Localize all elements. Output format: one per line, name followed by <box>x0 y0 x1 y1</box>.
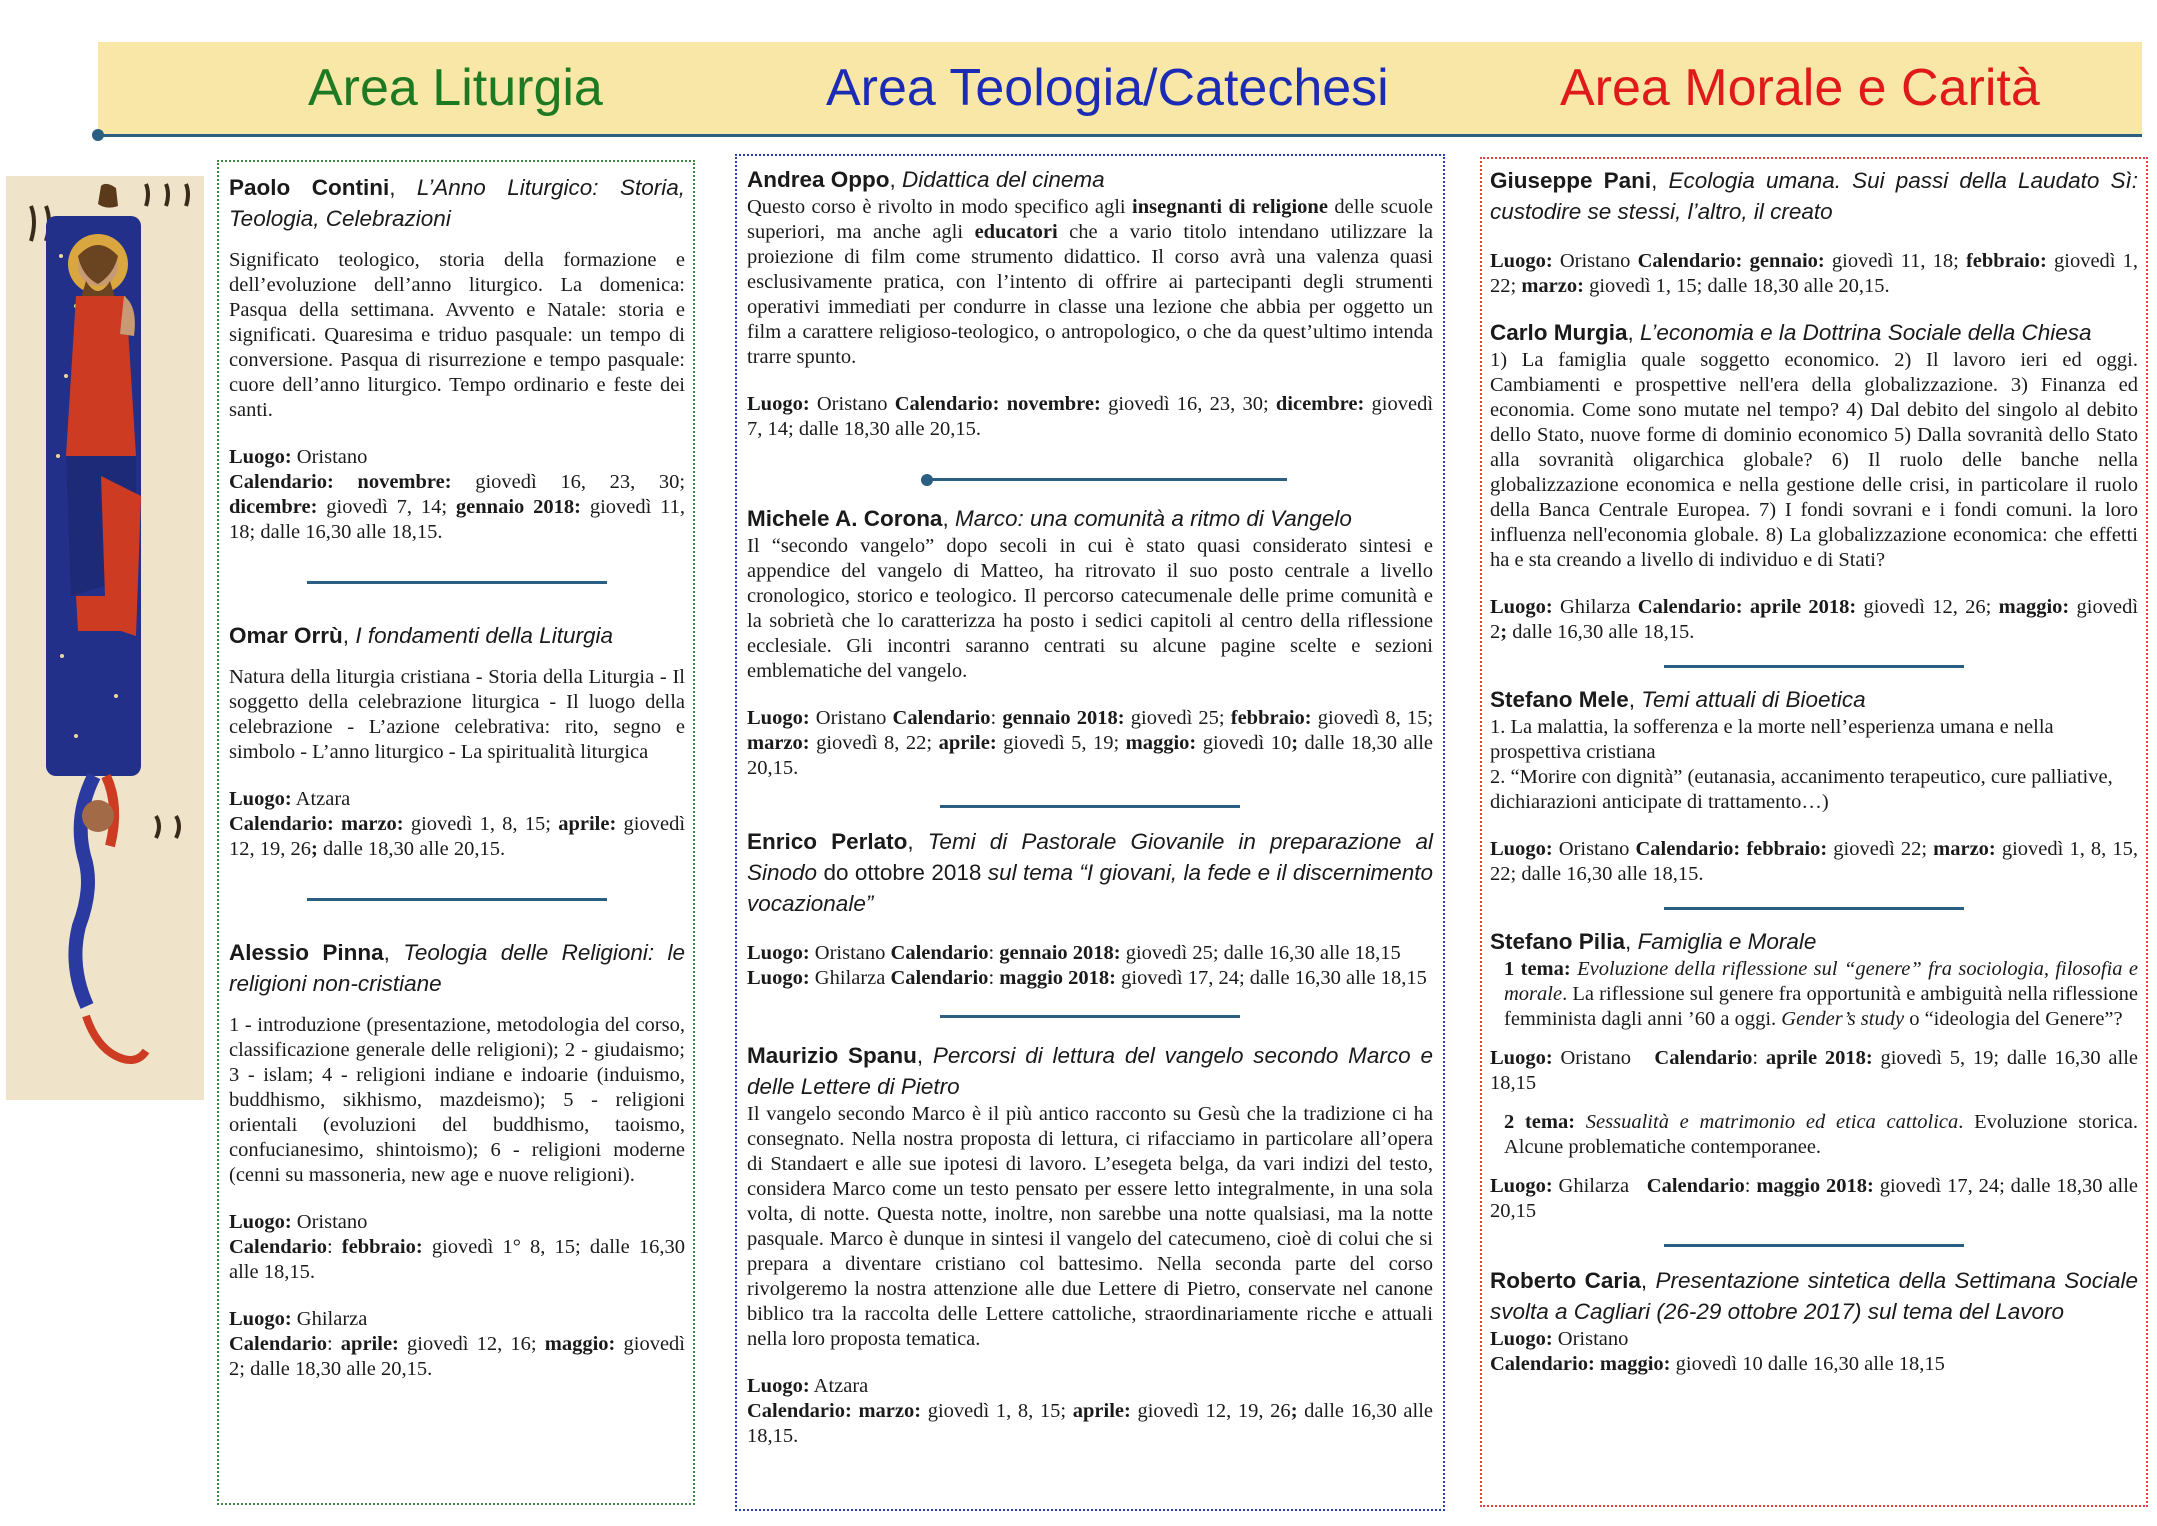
luogo-label: Luogo: <box>747 1375 810 1397</box>
course-mele: Stefano Mele, Temi attuali di Bioetica 1. La malattia, la sofferenza e la morte nell’esperienza umana e nella prospettiva cristiana 2. “Morire con dignità” (eutanasia, accanimento terapeutico, cure palliative, dichiarazioni anticipate di trattamento…) Luogo: Oristano Calendario: febbraio: giovedì 22; marzo: giovedì 1, 8, 15, 22; dalle 16,30 alle 18,15. <box>1490 687 2139 885</box>
teacher-name: Carlo Murgia <box>1490 320 1628 345</box>
course-title: L’Anno Liturgico: Storia, Teologia, Celebrazioni <box>229 175 685 231</box>
calendar-text: Calendario: maggio: giovedì 10 dalle 16,30 alle 18,15 <box>1490 1353 1945 1375</box>
teacher-name: Paolo Contini <box>229 175 390 200</box>
calendar-text: Calendario: aprile: giovedì 12, 16; maggio: giovedì 2; dalle 18,30 alle 20,15. <box>229 1333 685 1380</box>
column-liturgia <box>217 160 695 1505</box>
course-pinna: Alessio Pinna, Teologia delle Religioni: le religioni non-cristiane 1 - introduzione (presentazione, metodologia del corso, classificazione generale delle religioni); 2 - giudaismo; 3 - islam; 4 - religioni indiane e indoarie (induismo, buddhismo, sikhismo, mazdeismo); 5 - religioni orientali (evoluzioni del buddhismo, taoismo, confucianesimo, shintoismo); 6 - religioni moderne (cenni su massoneria, new age e nuove religioni). Luogo: Oristano Calendario: febbraio: giovedì 1° 8, 15; dalle 16,30 alle 18,15. Luogo: Ghilarza Calendario: aprile: giovedì 12, 16; maggio: giovedì 2; dalle 18,30 alle 20,15. <box>229 940 685 1380</box>
luogo-value: Atzara <box>295 788 351 810</box>
course-spanu: Maurizio Spanu, Percorsi di lettura del vangelo secondo Marco e delle Lettere di Pietro Il vangelo secondo Marco è il più antico racconto su Gesù che la tradizione ci ha consegnato. Nella nostra proposta di lettura, ci rifacciamo in particolare all’opera di Standaert e alle sue ipotesi di lavoro. L’esegeta belga, da vari indizi del testo, considera Marco come un testo pensato per essere letto integralmente, in una sola volta, di notte. Questa notte, inoltre, non sarebbe una notte qualsiasi, ma la notte pasquale. Marco è dunque in sintesi il vangelo del catecumeno, cioè di colui che si prepara a diventare cristiano col battesimo. Nella seconda parte del corso rivolgeremo la nostra attenzione alle due Lettere di Pietro, conservate nel canone biblico tra la raccolta delle Lettere cattoliche, straordinariamente ricche e attuali nella loro proposta tematica. Luogo: Atzara Calendario: marzo: giovedì 1, 8, 15; aprile: giovedì 12, 19, 26; dalle 16,30 alle 18,15. <box>747 1043 1434 1447</box>
course-oppo: Andrea Oppo, Didattica del cinema Questo corso è rivolto in modo specifico agli insegnanti di religione delle scuole superiori, ma anche agli educatori che a vario titolo intendano utilizzare la proiezione di film come strumento didattico. Il corso avrà una valenza quasi esclusivamente pratica, con l’intento di offrire ai partecipanti degli strumenti operativi immediati per condurre in classe una lezione che abbia per oggetto un film a carattere religioso-teologico, o antropologico, o che da quest’ultimo intenda trarre spunto. Luogo: Oristano Calendario: novembre: giovedì 16, 23, 30; dicembre: giovedì 7, 14; dalle 18,30 alle 20,15. <box>747 167 1434 440</box>
course-description: Il “secondo vangelo” dopo secoli in cui è stato quasi considerato sintesi e appendice del vangelo di Matteo, ha ritrovato il suo posto centrale a livello cronologico, storico e teologico. Il percorso catecumenale delle prime comunità e la sobrietà che lo caratterizza ha posto i sedici capitoli al centro della riflessione ecclesiale. Gli incontri saranno centrati su alcune pagine scelte e sezioni emblematiche del vangelo. <box>747 535 1433 682</box>
column-morale <box>1480 157 2148 1507</box>
course-murgia: Carlo Murgia, L’economia e la Dottrina Sociale della Chiesa 1) La famiglia quale soggetto economico. 2) Il lavoro ieri ed oggi. Cambiamenti e prospettive nell'era della globalizzazione. 3) Finanza ed economia. Come sono mutate nel tempo? 4) Dal debito del singolo al debito dello Stato, nuove forme di dominio economico 5) Dalla sovranità dello Stato alla sovranità oligarchica globale? 6) Il ruolo delle banche nella globalizzazione economica e nella gestione delle crisi, in particolare il ruolo della Banca Centrale Europea. 7) I fondi sovrani e i fondi comuni. la loro influenza nell'economia globale. 8) La globalizzazione economica: che effetti ha e sta creando a livello di individuo e di Stati? Luogo: Ghilarza Calendario: aprile 2018: giovedì 12, 26; maggio: giovedì 2; dalle 16,30 alle 18,15. <box>1490 320 2139 643</box>
course-title: Teologia delle Religioni: le religioni non-cristiane <box>229 940 685 996</box>
course-description: 2. “Morire con dignità” (eutanasia, accanimento terapeutico, cure palliative, dichiarazioni anticipate di trattamento…) <box>1490 766 2113 813</box>
course-description: Natura della liturgia cristiana - Storia della Liturgia - Il soggetto della celebrazione liturgica - Il luogo della celebrazione - L’azione celebrativa: rito, segno e simbolo - L’anno liturgico - La spiritualità liturgica <box>229 666 685 763</box>
course-title: Presentazione sintetica della Settimana Sociale svolta a Cagliari (26-29 ottobre 2017) sul tema del Lavoro <box>1490 1268 2138 1324</box>
course-title: Ecologia umana. Sui passi della Laudato Sì: custodire se stessi, l’altro, il creato <box>1490 168 2138 224</box>
course-description: 1. La malattia, la sofferenza e la morte nell’esperienza umana e nella prospettiva cristiana <box>1490 716 2054 763</box>
teacher-name: Maurizio Spanu <box>747 1043 917 1068</box>
course-pani: Giuseppe Pani, Ecologia umana. Sui passi della Laudato Sì: custodire se stessi, l’altro, il creato Luogo: Oristano Calendario: gennaio: giovedì 11, 18; febbraio: giovedì 1, 22; marzo: giovedì 1, 15; dalle 18,30 alle 20,15. <box>1490 168 2139 297</box>
area-title-morale: Area Morale e Carità <box>1560 59 2040 117</box>
calendar-text: Luogo: Oristano Calendario: gennaio: giovedì 11, 18; febbraio: giovedì 1, 22; marzo: giovedì 1, 15; dalle 18,30 alle 20,15. <box>1490 250 2139 297</box>
course-corona: Michele A. Corona, Marco: una comunità a ritmo di Vangelo Il “secondo vangelo” dopo secoli in cui è stato quasi considerato sintesi e appendice del vangelo di Matteo, ha ritrovato il suo posto centrale a livello cronologico, storico e teologico. Il percorso catecumenale delle prime comunità e la sobrietà che lo caratterizza ha posto i sedici capitoli al centro della riflessione ecclesiale. Gli incontri saranno centrati su alcune pagine scelte e sezioni emblematiche del vangelo. Luogo: Oristano Calendario: gennaio 2018: giovedì 25; febbraio: giovedì 8, 15; marzo: giovedì 8, 22; aprile: giovedì 5, 19; maggio: giovedì 10; dalle 18,30 alle 20,15. <box>747 506 1434 779</box>
teacher-name: Alessio Pinna <box>229 940 384 965</box>
course-description: 2 tema: Sessualità e matrimonio ed etica cattolica. Evoluzione storica. Alcune problematiche contemporanee. <box>1504 1111 2138 1158</box>
calendar-text: Luogo: Ghilarza Calendario: maggio 2018: giovedì 17, 24; dalle 16,30 alle 18,15 <box>747 967 1427 989</box>
luogo-label: Luogo: <box>229 1308 292 1330</box>
course-title: Famiglia e Morale <box>1637 929 1817 954</box>
luogo-value: Oristano <box>296 1211 368 1233</box>
course-contini: Paolo Contini, L’Anno Liturgico: Storia, Teologia, Celebrazioni Significato teologico, storia della formazione e dell’evoluzione dell’anno liturgico. La domenica: Pasqua della settimana. Avvento e Natale: storia e significati. Quaresima e triduo pasquale: un tempo di conversione. Pasqua di risurrezione e tempo pasquale: cuore dell’anno liturgico. Tempo ordinario e feste dei santi. Luogo: Oristano Calendario: novembre: giovedì 16, 23, 30; dicembre: giovedì 7, 14; gennaio 2018: giovedì 11, 18; dalle 16,30 alle 18,15. <box>229 175 686 543</box>
luogo-value: Ghilarza <box>296 1308 368 1330</box>
course-orru: Omar Orrù, I fondamenti della Liturgia Natura della liturgia cristiana - Storia della Liturgia - Il soggetto della celebrazione liturgica - Il luogo della celebrazione - L’azione celebrativa: rito, segno e simbolo - L’anno liturgico - La spiritualità liturgica Luogo: Atzara Calendario: marzo: giovedì 1, 8, 15; aprile: giovedì 12, 19, 26; dalle 18,30 alle 20,15. <box>229 623 686 860</box>
luogo-label: Luogo: <box>229 788 292 810</box>
calendar-text: Luogo: Oristano Calendario: febbraio: giovedì 22; marzo: giovedì 1, 8, 15, 22; dalle 16,30 alle 18,15. <box>1490 838 2139 885</box>
calendar-text: Luogo: Ghilarza Calendario: aprile 2018: giovedì 12, 26; maggio: giovedì 2; dalle 16,30 alle 18,15. <box>1490 596 2139 643</box>
calendar-text: Luogo: Oristano Calendario: gennaio 2018: giovedì 25; febbraio: giovedì 8, 15; marzo: giovedì 8, 22; aprile: giovedì 5, 19; maggio: giovedì 10; dalle 18,30 alle 20,15. <box>747 707 1434 779</box>
calendar-text: Luogo: Ghilarza Calendario: maggio 2018: giovedì 17, 24; dalle 18,30 alle 20,15 <box>1490 1175 2138 1222</box>
section-separator <box>927 478 1287 481</box>
course-title: Percorsi di lettura del vangelo secondo Marco e delle Lettere di Pietro <box>747 1043 1433 1099</box>
teacher-name: Enrico Perlato <box>747 829 908 854</box>
course-description: 1) La famiglia quale soggetto economico. 2) Il lavoro ieri ed oggi. Cambiamenti e prospettive nell'era della globalizzazione. 3) Finanza ed economia. Come sono mutate nel tempo? 4) Dal debito del singolo al debito dello Stato, nuove forme di dominio economico 5) Dalla sovranità dello Stato alla sovranità oligarchica globale? 6) Il ruolo delle banche nella globalizzazione economica e nella gestione delle crisi, in particolare il ruolo della Banca Centrale Europea. 7) I fondi sovrani e i fondi comuni. la loro influenza nell'economia globale. 8) La globalizzazione economica: che effetti ha e sta creando a livello di individuo e di Stati? <box>1490 349 2138 571</box>
area-title-liturgia: Area Liturgia <box>308 59 603 117</box>
calendar-text: Luogo: Oristano Calendario: novembre: giovedì 16, 23, 30; dicembre: giovedì 7, 14; dalle 18,30 alle 20,15. <box>747 393 1434 440</box>
course-perlato: Enrico Perlato, Temi di Pastorale Giovanile in preparazione al Sinodo do ottobre 2018 sul tema “I giovani, la fede e il discernimento vocazionale” Luogo: Oristano Calendario: gennaio 2018: giovedì 25; dalle 16,30 alle 18,15 Luogo: Ghilarza Calendario: maggio 2018: giovedì 17, 24; dalle 16,30 alle 18,15 <box>747 829 1433 989</box>
calendar-text: Calendario: marzo: giovedì 1, 8, 15; aprile: giovedì 12, 19, 26; dalle 16,30 alle 18,15. <box>747 1400 1434 1447</box>
course-title: I fondamenti della Liturgia <box>355 623 613 648</box>
teacher-name: Stefano Pilia <box>1490 929 1626 954</box>
calendar-text: Luogo: Oristano Calendario: gennaio 2018: giovedì 25; dalle 16,30 alle 18,15 <box>747 942 1401 964</box>
course-pilia: Stefano Pilia, Famiglia e Morale 1 tema: Evoluzione della riflessione sul “genere” fra sociologia, filosofia e morale. La riflessione sul genere fra opportunità e ambiguità nella riflessione femminista dagli anni ’60 a oggi. Gender’s study o “ideologia del Genere”? Luogo: Oristano Calendario: aprile 2018: giovedì 5, 19; dalle 16,30 alle 18,15 2 tema: Sessualità e matrimonio ed etica cattolica. Evoluzione storica. Alcune problematiche contemporanee. Luogo: Ghilarza Calendario: maggio 2018: giovedì 17, 24; dalle 18,30 alle 20,15 <box>1490 929 2139 1222</box>
header-divider <box>98 134 2142 137</box>
luogo-value: Oristano <box>1557 1328 1629 1350</box>
header-divider-dot <box>92 129 104 141</box>
course-title: Temi attuali di Bioetica <box>1641 687 1866 712</box>
teacher-name: Giuseppe Pani <box>1490 168 1652 193</box>
teacher-name: Roberto Caria <box>1490 1268 1641 1293</box>
area-title-teologia: Area Teologia/Catechesi <box>826 59 1389 117</box>
course-title: Marco: una comunità a ritmo di Vangelo <box>954 506 1352 531</box>
course-description: 1 - introduzione (presentazione, metodologia del corso, classificazione generale delle religioni); 2 - giudaismo; 3 - islam; 4 - religioni indiane e indoarie (induismo, buddhismo, sikhismo, mazdeismo); 5 - religioni orientali (evoluzioni del buddhismo, taoismo, confucianesimo, shintoismo); 6 - religioni moderne (cenni su massoneria, new age e nuove religioni). <box>229 1014 685 1186</box>
teacher-name: Omar Orrù <box>229 623 343 648</box>
luogo-value: Atzara <box>813 1375 869 1397</box>
course-description: 1 tema: Evoluzione della riflessione sul “genere” fra sociologia, filosofia e morale. La riflessione sul genere fra opportunità e ambiguità nella riflessione femminista dagli anni ’60 a oggi. Gender’s study o “ideologia del Genere”? <box>1504 958 2139 1030</box>
luogo-value: Oristano <box>296 446 368 468</box>
course-title: Didattica del cinema <box>902 167 1105 192</box>
teacher-name: Michele A. Corona <box>747 506 943 531</box>
teacher-name: Andrea Oppo <box>747 167 890 192</box>
luogo-label: Luogo: <box>1490 1328 1553 1350</box>
luogo-label: Luogo: <box>229 1211 292 1233</box>
teacher-name: Stefano Mele <box>1490 687 1629 712</box>
course-description: Significato teologico, storia della formazione e dell’evoluzione dell’anno liturgico. La domenica: Pasqua della settimana. Avvento e Natale: storia e significati. Quaresima e triduo pasquale: un tempo di conversione. Pasqua di risurrezione e tempo pasquale: cuore dell’anno liturgico. Tempo ordinario e feste dei santi. <box>229 249 685 421</box>
course-description: Questo corso è rivolto in modo specifico agli insegnanti di religione delle scuole superiori, ma anche agli educatori che a vario titolo intendano utilizzare la proiezione di film come strumento didattico. Il corso avrà una valenza quasi esclusivamente pratica, con l’intento di offrire ai partecipanti degli strumenti operativi immediati per condurre in classe una lezione che abbia per oggetto un film a carattere religioso-teologico, o antropologico, o che da quest’ultimo intenda trarre spunto. <box>747 196 1433 368</box>
column-teologia <box>735 154 1445 1511</box>
calendar-text: Calendario: novembre: giovedì 16, 23, 30; dicembre: giovedì 7, 14; gennaio 2018: giovedì 11, 18; dalle 16,30 alle 18,15. <box>229 471 686 543</box>
course-description: Il vangelo secondo Marco è il più antico racconto su Gesù che la tradizione ci ha consegnato. Nella nostra proposta di lettura, ci rifacciamo in particolare all’opera di Standaert e alle sue ipotesi di lavoro. L’esegeta belga, da vari indizi del testo, considera Marco come un testo pensato per essere letto integralmente, in una sola volta, di notte. Questa notte, inoltre, non sarebbe una notte qualsiasi, ma la notte pasquale. Marco è dunque in sintesi il vangelo del catecumeno, cioè di colui che si prepara a diventare cristiano col battesimo. Nella seconda parte del corso rivolgeremo la nostra attenzione alle due Lettere di Pietro, conservate nel canone biblico tra la raccolta delle Lettere cattoliche, straordinariamente ricche e attuali nella loro proposta tematica. <box>747 1103 1433 1350</box>
calendar-text: Calendario: marzo: giovedì 1, 8, 15; aprile: giovedì 12, 19, 26; dalle 18,30 alle 20,15. <box>229 813 686 860</box>
illuminated-manuscript-image <box>6 176 204 1100</box>
course-title: Temi di Pastorale Giovanile in preparazione al Sinodo <box>747 829 1433 885</box>
course-caria: Roberto Caria, Presentazione sintetica della Settimana Sociale svolta a Cagliari (26-29 ottobre 2017) sul tema del Lavoro Luogo: Oristano Calendario: maggio: giovedì 10 dalle 16,30 alle 18,15 <box>1490 1268 2138 1375</box>
calendar-text: Calendario: febbraio: giovedì 1° 8, 15; dalle 16,30 alle 18,15. <box>229 1236 685 1283</box>
calendar-text: Luogo: Oristano Calendario: aprile 2018: giovedì 5, 19; dalle 16,30 alle 18,15 <box>1490 1047 2138 1094</box>
course-title: L’economia e la Dottrina Sociale della Chiesa <box>1640 320 2092 345</box>
luogo-label: Luogo: <box>229 446 292 468</box>
